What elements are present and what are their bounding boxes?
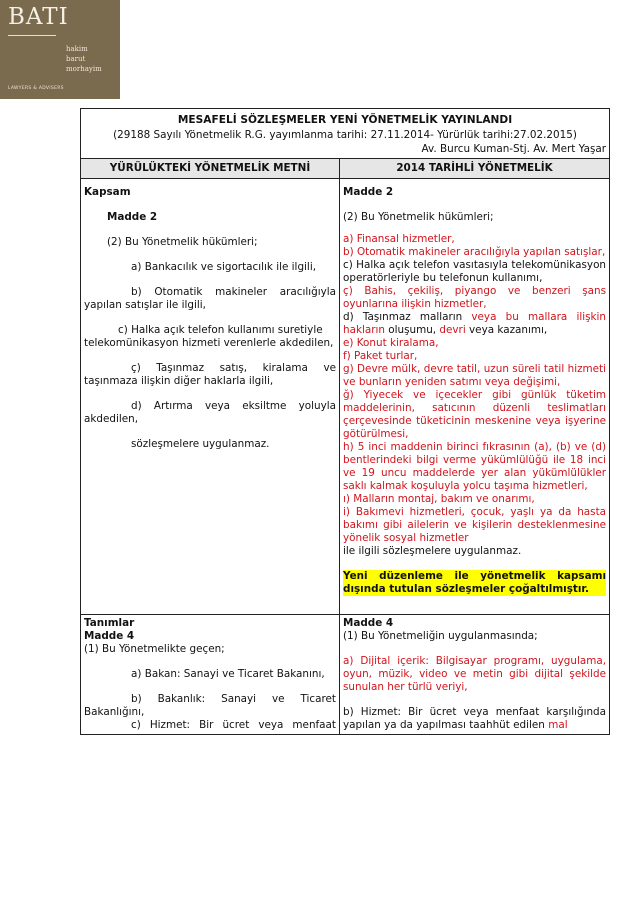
clause-text-added: devri bbox=[439, 324, 466, 336]
clause-closing: sözleşmelere uygulanmaz. bbox=[131, 438, 270, 450]
document-title: MESAFELİ SÖZLEŞMELER YENİ YÖNETMELİK YAYINLANDI bbox=[177, 114, 513, 126]
clause-text: b) Hizmet: Bir ücret veya menfaat karşılığında yapılan ya da yapılması taahhüt edilen bbox=[343, 706, 607, 731]
clause-closing: ile ilgili sözleşmelere uygulanmaz. bbox=[343, 545, 522, 557]
clause-item: a) Dijital içerik: Bilgisayar programı, uygulama, oyun, müzik, video ve metin gibi dijital şekilde sunulan her türlü veriyi, bbox=[343, 655, 607, 693]
clause-item: c) Hizmet: Bir ücret veya menfaat bbox=[131, 719, 336, 731]
article-number: Madde 4 bbox=[84, 630, 135, 642]
clause-item-cont: yapılan satışlar ile ilgili, bbox=[84, 299, 206, 311]
column-header-row bbox=[81, 159, 610, 179]
clause-item-cont: taşınmaza ilişkin diğer haklarla ilgili, bbox=[84, 375, 274, 387]
table-row bbox=[81, 179, 610, 615]
clause-intro: (1) Bu Yönetmeliğin uygulanmasında; bbox=[343, 630, 538, 642]
article-number: Madde 4 bbox=[343, 617, 394, 629]
clause-item bbox=[343, 706, 606, 732]
logo-partner-names bbox=[66, 44, 102, 74]
logo-brand: BATI bbox=[8, 4, 69, 30]
clause-item: a) Bankacılık ve sigortacılık ile ilgili, bbox=[131, 261, 317, 273]
logo-name: hakim bbox=[66, 45, 88, 53]
highlighted-note: Yeni düzenleme ile yönetmelik kapsamı dışında tutulan sözleşmeler çoğaltılmıştır. bbox=[343, 570, 607, 595]
header-row bbox=[81, 109, 610, 159]
clause-item: g) Devre mülk, devre tatil, uzun süreli tatil hizmeti ve bunların yeniden satımı veya değişimi, bbox=[343, 363, 607, 388]
article-number: Madde 2 bbox=[343, 186, 394, 198]
clause-item: h) 5 inci maddenin birinci fıkrasının (a), (b) ve (d) bentlerindeki bilgi verme yükümlülüğü ile 18 inci ve 19 uncu maddelerde yer alan yükümlülükler saklı kalmak koşuluyla yolcu taşıma hizmetleri, bbox=[343, 441, 607, 492]
document-authors: Av. Burcu Kuman-Stj. Av. Mert Yaşar bbox=[421, 143, 607, 155]
clause-text: veya kazanımı, bbox=[465, 324, 548, 336]
column-header-2014: 2014 TARİHLİ YÖNETMELİK bbox=[340, 159, 610, 179]
logo-divider bbox=[8, 35, 56, 36]
clause-item: d) Artırma veya eksiltme yoluyla bbox=[131, 400, 336, 412]
column-header-current: YÜRÜLÜKTEKİ YÖNETMELİK METNİ bbox=[81, 159, 340, 179]
new-regulation-cell bbox=[340, 615, 610, 735]
clause-item: e) Konut kiralama, bbox=[343, 337, 439, 349]
clause-intro: (1) Bu Yönetmelikte geçen; bbox=[84, 643, 225, 655]
clause-text-added: veya bu mallara ilişkin hakların bbox=[343, 311, 607, 336]
clause-text: d) Taşınmaz malların bbox=[343, 311, 472, 323]
section-heading: Tanımlar bbox=[84, 617, 135, 629]
clause-text: oluşumu, bbox=[384, 324, 440, 336]
clause-item: f) Paket turlar, bbox=[343, 350, 418, 362]
logo-subtitle: LAWYERS & ADVISERS bbox=[8, 86, 64, 91]
header-cell bbox=[81, 109, 610, 159]
clause-item: c) Halka açık telefon kullanımı suretiyle bbox=[118, 324, 323, 336]
clause-item: i) Bakımevi hizmetleri, çocuk, yaşlı ya da hasta bakımı gibi ailelerin ve kişilerin desteklenmesine yönelik sosyal hizmetler bbox=[343, 506, 607, 544]
document-subtitle: (29188 Sayılı Yönetmelik R.G. yayımlanma tarihi: 27.11.2014- Yürürlük tarihi:27.02.2015) bbox=[113, 129, 577, 141]
clause-item: b) Bakanlık: Sanayi ve Ticaret bbox=[131, 693, 336, 705]
clause-intro: (2) Bu Yönetmelik hükümleri; bbox=[343, 211, 494, 223]
clause-item-cont: akdedilen, bbox=[84, 413, 139, 425]
current-regulation-cell bbox=[81, 615, 340, 735]
clause-item: b) Otomatik makineler aracılığıyla bbox=[131, 286, 336, 298]
clause-intro: (2) Bu Yönetmelik hükümleri; bbox=[107, 236, 258, 248]
clause-item: c) Halka açık telefon vasıtasıyla telekomünikasyon operatörleriyle bu telefonun kullanımı, bbox=[343, 259, 607, 284]
clause-text-added: mal bbox=[548, 719, 568, 731]
new-regulation-cell bbox=[340, 179, 610, 615]
clause-item: ç) Taşınmaz satış, kiralama ve bbox=[131, 362, 336, 374]
logo-name: barut bbox=[66, 55, 86, 63]
current-regulation-cell bbox=[81, 179, 340, 615]
clause-item-cont: Bakanlığını, bbox=[84, 706, 145, 718]
clause-item-cont: telekomünikasyon hizmeti verenlerle akdedilen, bbox=[84, 337, 334, 349]
section-heading: Kapsam bbox=[84, 186, 131, 198]
comparison-table bbox=[80, 108, 610, 735]
clause-item: ç) Bahis, çekiliş, piyango ve benzeri şans oyunlarına ilişkin hizmetler, bbox=[343, 285, 607, 310]
company-logo bbox=[0, 0, 120, 99]
article-number: Madde 2 bbox=[107, 211, 158, 223]
clause-item: a) Finansal hizmetler, bbox=[343, 233, 455, 245]
clause-item: ı) Malların montaj, bakım ve onarımı, bbox=[343, 493, 535, 505]
clause-item: a) Bakan: Sanayi ve Ticaret Bakanını, bbox=[131, 668, 325, 680]
logo-name: morhayim bbox=[66, 65, 102, 73]
clause-item bbox=[343, 311, 606, 337]
clause-item: ğ) Yiyecek ve içecekler gibi günlük tüketim maddelerinin, satıcının düzenli teslimatları çerçevesinde tüketicinin meskenine veya işyerine götürülmesi, bbox=[343, 389, 607, 440]
table-row bbox=[81, 615, 610, 735]
clause-item: b) Otomatik makineler aracılığıyla yapılan satışlar, bbox=[343, 246, 606, 258]
